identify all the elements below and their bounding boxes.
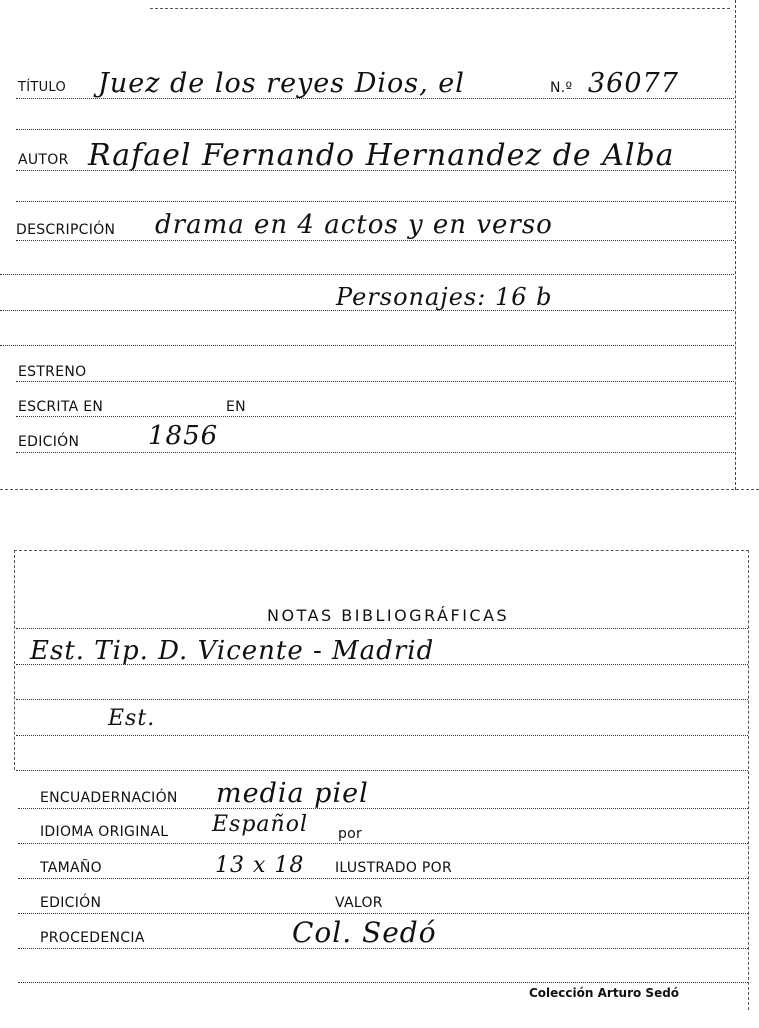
notas-line-4 bbox=[16, 735, 748, 736]
edicion2-line bbox=[18, 913, 748, 914]
descripcion-label: DESCRIPCIÓN bbox=[16, 222, 116, 238]
notas-line-2 bbox=[16, 664, 748, 665]
encuadernacion-value: media piel bbox=[216, 778, 369, 809]
autor-value: Rafael Fernando Hernandez de Alba bbox=[88, 138, 675, 173]
nota-line2-value: Est. bbox=[108, 706, 156, 731]
notas-line-3 bbox=[16, 699, 748, 700]
tamano-label: TAMAÑO bbox=[40, 860, 102, 876]
descripcion-line-2 bbox=[0, 274, 734, 275]
tamano-value: 13 x 18 bbox=[215, 853, 305, 878]
titulo-line bbox=[16, 98, 734, 99]
descripcion-value: drama en 4 actos y en verso bbox=[155, 210, 553, 240]
autor-line bbox=[16, 170, 734, 171]
escrita-en-label: ESCRITA EN bbox=[18, 399, 104, 415]
descripcion-line-3 bbox=[0, 310, 734, 311]
autor-label: AUTOR bbox=[18, 152, 69, 168]
bottom-card-top-edge bbox=[14, 550, 749, 551]
procedencia-line bbox=[18, 948, 748, 949]
edicion-line bbox=[16, 452, 734, 453]
valor-label: VALOR bbox=[335, 895, 383, 911]
titulo-subline bbox=[16, 129, 734, 130]
bottom-card-left-edge bbox=[14, 550, 15, 770]
estreno-label: ESTRENO bbox=[18, 364, 87, 380]
top-card-bottom-edge bbox=[0, 489, 759, 490]
procedencia-label: PROCEDENCIA bbox=[40, 930, 145, 946]
autor-subline bbox=[16, 201, 734, 202]
numero-label: N.º bbox=[550, 80, 573, 96]
notas-line-5 bbox=[16, 770, 748, 771]
idioma-label: IDIOMA ORIGINAL bbox=[40, 824, 169, 840]
edicion-value: 1856 bbox=[148, 421, 219, 451]
notas-line-1 bbox=[16, 628, 748, 629]
top-card-top-edge bbox=[150, 8, 730, 9]
bottom-line bbox=[18, 982, 748, 983]
ilustrado-label: ILUSTRADO POR bbox=[335, 860, 452, 876]
bottom-card-right-edge bbox=[748, 550, 749, 1010]
procedencia-value: Col. Sedó bbox=[292, 916, 437, 949]
encuadernacion-line bbox=[18, 808, 748, 809]
edicion2-label: EDICIÓN bbox=[40, 895, 102, 911]
edicion-label: EDICIÓN bbox=[18, 434, 80, 450]
estreno-line bbox=[16, 381, 734, 382]
tamano-line bbox=[18, 878, 748, 879]
idioma-line bbox=[18, 843, 748, 844]
por-label: por bbox=[338, 826, 363, 842]
nota-line1-value: Est. Tip. D. Vicente - Madrid bbox=[30, 636, 435, 666]
titulo-label: TÍTULO bbox=[18, 80, 67, 95]
en-label: EN bbox=[226, 399, 246, 415]
notas-title: NOTAS BIBLIOGRÁFICAS bbox=[267, 606, 510, 625]
encuadernacion-label: ENCUADERNACIÓN bbox=[40, 790, 178, 806]
collection-footer: Colección Arturo Sedó bbox=[529, 986, 680, 1000]
personajes-value: Personajes: 16 b bbox=[336, 283, 553, 311]
titulo-value: Juez de los reyes Dios, el bbox=[98, 68, 465, 99]
descripcion-line bbox=[16, 240, 734, 241]
descripcion-line-4 bbox=[0, 345, 734, 346]
numero-value: 36077 bbox=[588, 68, 679, 99]
escrita-en-line bbox=[16, 416, 734, 417]
idioma-value: Español bbox=[212, 812, 308, 837]
